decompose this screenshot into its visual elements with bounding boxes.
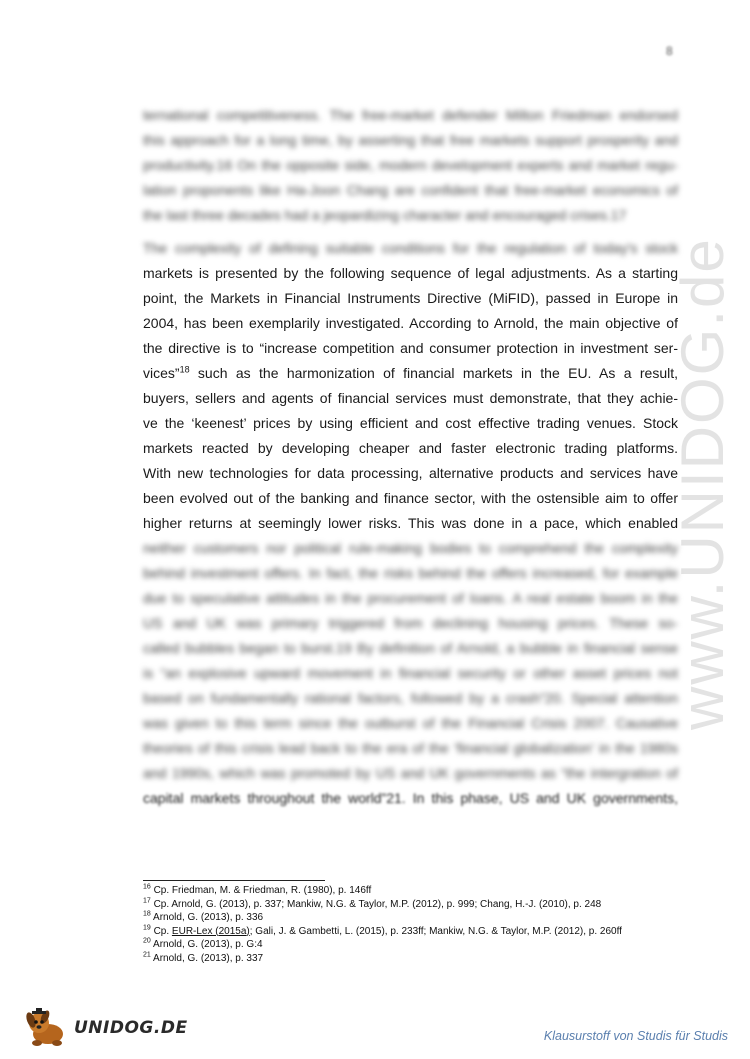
- paragraph-b-line: higher returns at seemingly lower risks. This was done in a pace, which enabled: [143, 515, 678, 531]
- paragraph-b-line: vices”$^{18}$ such as the harmonization of financial markets in the EU. As a result,: [143, 364, 678, 381]
- footnote-number: 19: [143, 924, 151, 932]
- footnote-17: [143, 898, 678, 912]
- paragraph-b-blurred-line: neither customers nor political rule-making bodies to comprehend the complexity: [143, 540, 678, 556]
- footnote-text: Arnold, G. (2013), p. 337: [153, 952, 264, 964]
- footer-tagline: Klausurstoff von Studis für Studis: [543, 1029, 728, 1043]
- paragraph-a-line: the last three decades had a jeopardizing character and encouraged crises.17: [143, 207, 627, 223]
- paragraph-b-partial-line: capital markets throughout the world”21. In this phase, US and UK governments,: [143, 790, 678, 806]
- watermark: [668, 240, 738, 740]
- paragraph-b-line: ve the ‘keenest’ prices by using efficient and cost effective trading venues. Stock: [143, 415, 678, 431]
- logo-text: UNIDOG.DE: [74, 1018, 188, 1038]
- paragraph-b-blurred-line: The complexity of defining suitable conditions for the regulation of today's stock: [143, 240, 678, 256]
- paragraph-b-blurred-line: behind investment offers. In fact, the risks behind the offers increased, for example: [143, 565, 678, 581]
- footnote-text: Arnold, G. (2013), p. G:4: [153, 939, 263, 950]
- footnote-text: Cp. Arnold, G. (2013), p. 337; Mankiw, N.G. & Taylor, M.P. (2012), p. 999; Chang, H.-J. (2010), p. 248: [153, 898, 602, 910]
- footnote-text: Arnold, G. (2013), p. 336: [153, 912, 264, 923]
- footnote-ref-18[interactable]: 18: [179, 364, 190, 375]
- paragraph-b-line: buyers, sellers and agents of financial services must demonstrate, that they achie-: [143, 390, 678, 406]
- paragraph-b-line: With new technologies for data processing, alternative products and services have: [143, 465, 678, 481]
- paragraph-b-blurred-line: and 1990s, which was promoted by US and UK governments as “the intergration of: [143, 765, 678, 781]
- paragraph-b-line: markets reacted by developing cheaper and faster electronic trading platforms.: [143, 440, 678, 456]
- footnote-19: [143, 925, 678, 939]
- paragraph-a-line: this approach for a long time, by asserting that free markets support prosperity and: [143, 132, 678, 148]
- paragraph-b-blurred-line: due to speculative attitudes in the procurement of loans. A real estate boom in the: [143, 590, 678, 606]
- footnote-18: [143, 911, 678, 925]
- paragraph-b-blurred-line: US and UK was primary triggered from declining housing prices. These so-: [143, 615, 678, 631]
- paragraph-b-blurred-line: was given to this term since the outburst of the Financial Crisis 2007. Causative: [143, 715, 678, 731]
- footnote-21: [143, 952, 678, 966]
- paragraph-b-line: been evolved out of the banking and finance sector, with the ostensible aim to offer: [143, 490, 678, 506]
- paragraph-b-line: the directive is to “increase competition and consumer protection in investment ser-: [143, 340, 678, 356]
- paragraph-a-line: ternational competitiveness. The free-market defender Milton Friedman endorsed: [143, 107, 678, 123]
- unidog-logo: [22, 1008, 188, 1048]
- paragraph-b-line: point, the Markets in Financial Instruments Directive (MiFID), passed in Europe in: [143, 290, 678, 306]
- paragraph-b: [143, 236, 678, 811]
- footnote-number: 21: [143, 951, 151, 959]
- paragraph-a-line: lation proponents like Ha-Joon Chang are confident that free-market economics of: [143, 182, 678, 198]
- footnote-number: 20: [143, 937, 151, 945]
- footnotes: [143, 884, 678, 965]
- footnote-number: 17: [143, 897, 151, 905]
- footnote-text: Cp. Friedman, M. & Friedman, R. (1980), p. 146ff: [153, 885, 372, 896]
- dog-icon: [22, 1008, 74, 1048]
- watermark-text: www.UNIDOG.de: [669, 240, 736, 730]
- paragraph-a: [143, 103, 678, 228]
- paragraph-b-blurred-line: based on fundamentally rational factors, followed by a crash”20. Special attention: [143, 690, 678, 706]
- paragraph-b-blurred-line: is “an explosive upward movement in financial security or other asset prices not: [143, 665, 678, 681]
- watermark-graphic: [668, 240, 738, 740]
- footnote-separator: [143, 880, 325, 881]
- paragraph-b-blurred-line: theories of this crisis lead back to the era of the ‘financial globalization’ in the 1980s: [143, 740, 678, 756]
- footnote-number: 18: [143, 910, 151, 918]
- footnote-16: [143, 884, 678, 898]
- footnote-number: 16: [143, 883, 151, 891]
- paragraph-b-blurred-line: called bubbles began to burst.19 By definition of Arnold, a bubble in financial sense: [143, 640, 678, 656]
- footnote-prefix: Cp.: [153, 925, 172, 937]
- page-number: 8: [666, 44, 673, 58]
- paragraph-b-line: 2004, has been exemplarily investigated. According to Arnold, the main objective of: [143, 315, 678, 331]
- footnote-20: [143, 938, 678, 952]
- paragraph-a-line: productivity.16 On the opposite side, modern development experts and market regu-: [143, 157, 678, 173]
- paragraph-b-line: markets is presented by the following sequence of legal adjustments. As a starting: [143, 265, 678, 281]
- footnote-text: ; Gali, J. & Gambetti, L. (2015), p. 233ff; Mankiw, N.G. & Taylor, M.P. (2012), p. 260ff: [249, 925, 622, 937]
- footnote-link[interactable]: EUR-Lex (2015a): [171, 925, 250, 937]
